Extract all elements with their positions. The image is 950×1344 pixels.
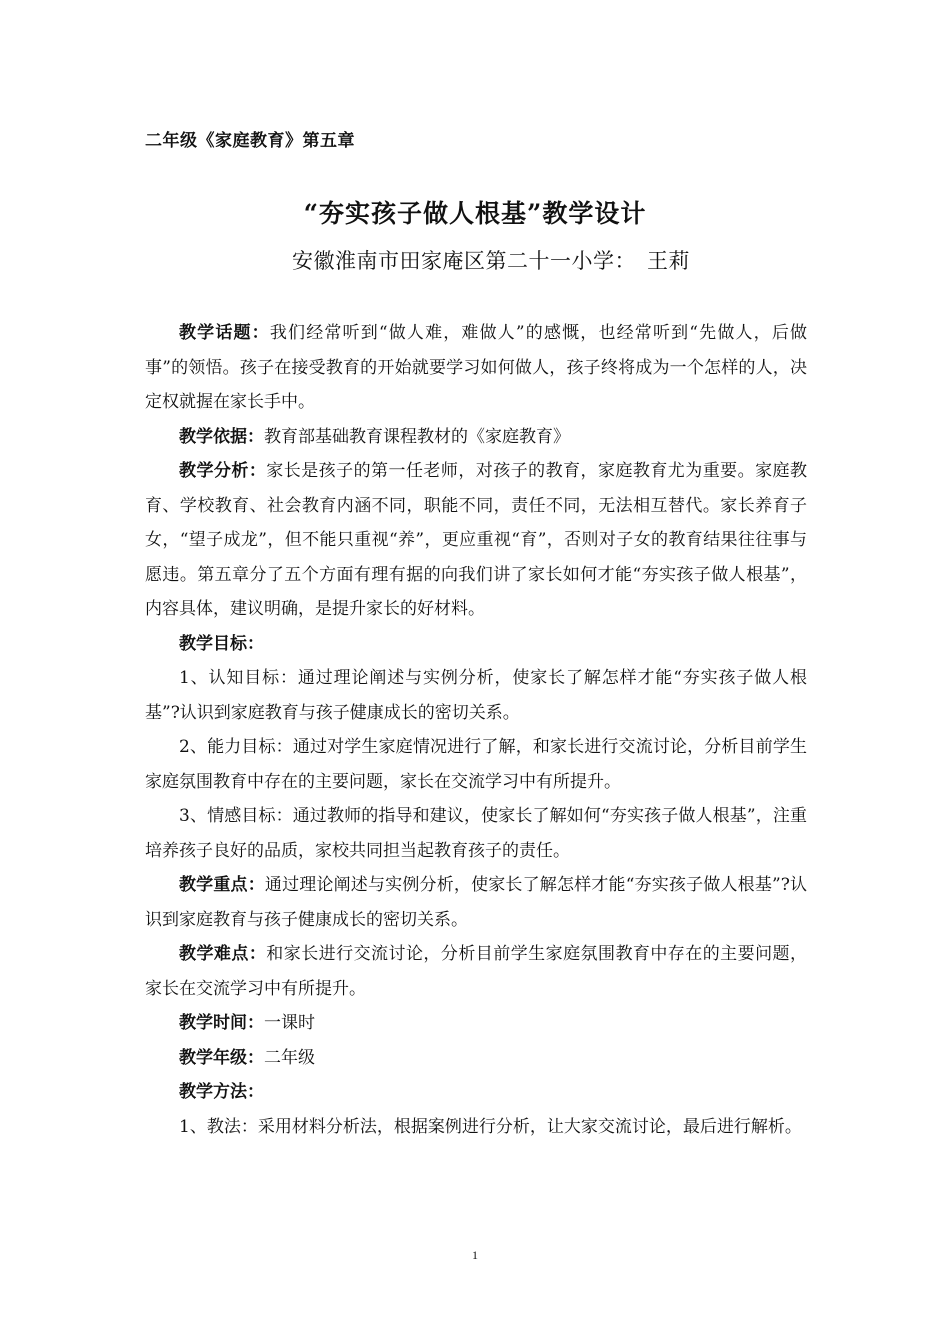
paragraph-methods-heading: [145, 1075, 807, 1110]
paragraph-label: 教学分析：: [179, 461, 267, 481]
page-number: 1: [472, 1248, 478, 1262]
paragraph-text: 通过理论阐述与实例分析，使家长了解怎样才能“夯实孩子做人根基”?认识到家庭教育与孩子健康成长的密切关系。: [145, 875, 807, 930]
paragraph-goal-emotion: [145, 799, 807, 868]
paragraph-goals-heading: [145, 627, 807, 662]
paragraph-time: [145, 1006, 807, 1041]
paragraph-text: 一课时: [264, 1013, 315, 1033]
paragraph-goal-ability: [145, 730, 807, 799]
paragraph-text: 和家长进行交流讨论，分析目前学生家庭氛围教育中存在的主要问题，家长在交流学习中有所提升。: [145, 944, 808, 999]
paragraph-method-teaching: [145, 1110, 807, 1145]
paragraph-label: 教学话题：: [179, 323, 270, 343]
paragraph-text: 家长是孩子的第一任老师，对孩子的教育，家庭教育尤为重要。家庭教育、学校教育、社会教育内涵不同，职能不同，责任不同，无法相互替代。家长养育子女，“望子成龙”，但不能只重视“养”，更应重视“育”，否则对子女的教育结果往往事与愿违。第五章分了五个方面有理有据的向我们讲了家长如何才能“夯实孩子做人根基”，内容具体，建议明确，是提升家长的好材料。: [145, 461, 808, 619]
chapter-heading: 二年级《家庭教育》第五章: [145, 131, 355, 151]
author-line: 安徽淮南市田家庵区第二十一小学： 王莉: [292, 249, 690, 273]
paragraph-grade: [145, 1041, 807, 1076]
paragraph-key-point: [145, 868, 807, 937]
paragraph-topic: [145, 316, 807, 420]
paragraph-label: 教学方法：: [179, 1082, 264, 1102]
paragraph-basis: [145, 420, 807, 455]
paragraph-label: 教学依据：: [179, 426, 264, 447]
paragraph-text: 3、情感目标：通过教师的指导和建议，使家长了解如何“夯实孩子做人根基”，注重培养孩子良好的品质，家校共同担当起教育孩子的责任。: [145, 806, 807, 861]
paragraph-label: 教学目标：: [179, 633, 264, 654]
paragraph-text: 教育部基础教育课程教材的《家庭教育》: [264, 426, 570, 447]
paragraph-text: 我们经常听到“做人难，难做人”的感慨，也经常听到“先做人，后做事”的领悟。孩子在接受教育的开始就要学习如何做人，孩子终将成为一个怎样的人，决定权就握在家长手中。: [145, 323, 808, 412]
paragraph-label: 教学时间：: [179, 1013, 264, 1033]
paragraph-label: 教学年级：: [179, 1047, 264, 1068]
paragraph-text: 2、能力目标：通过对学生家庭情况进行了解，和家长进行交流讨论，分析目前学生家庭氛围教育中存在的主要问题，家长在交流学习中有所提升。: [145, 737, 807, 792]
paragraph-label: 教学重点：: [179, 875, 265, 895]
paragraph-text: 1、教法：采用材料分析法，根据案例进行分析，让大家交流讨论，最后进行解析。: [179, 1116, 802, 1137]
paragraph-text: 1、认知目标：通过理论阐述与实例分析，使家长了解怎样才能“夯实孩子做人根基”?认识到家庭教育与孩子健康成长的密切关系。: [145, 668, 807, 723]
paragraph-text: 二年级: [264, 1047, 315, 1068]
paragraph-goal-cognitive: [145, 661, 807, 730]
document-body: [145, 316, 807, 1144]
paragraph-label: 教学难点：: [179, 944, 267, 964]
paragraph-difficulty: [145, 937, 807, 1006]
paragraph-analysis: [145, 454, 807, 627]
document-title: “夯实孩子做人根基”教学设计: [303, 199, 647, 228]
